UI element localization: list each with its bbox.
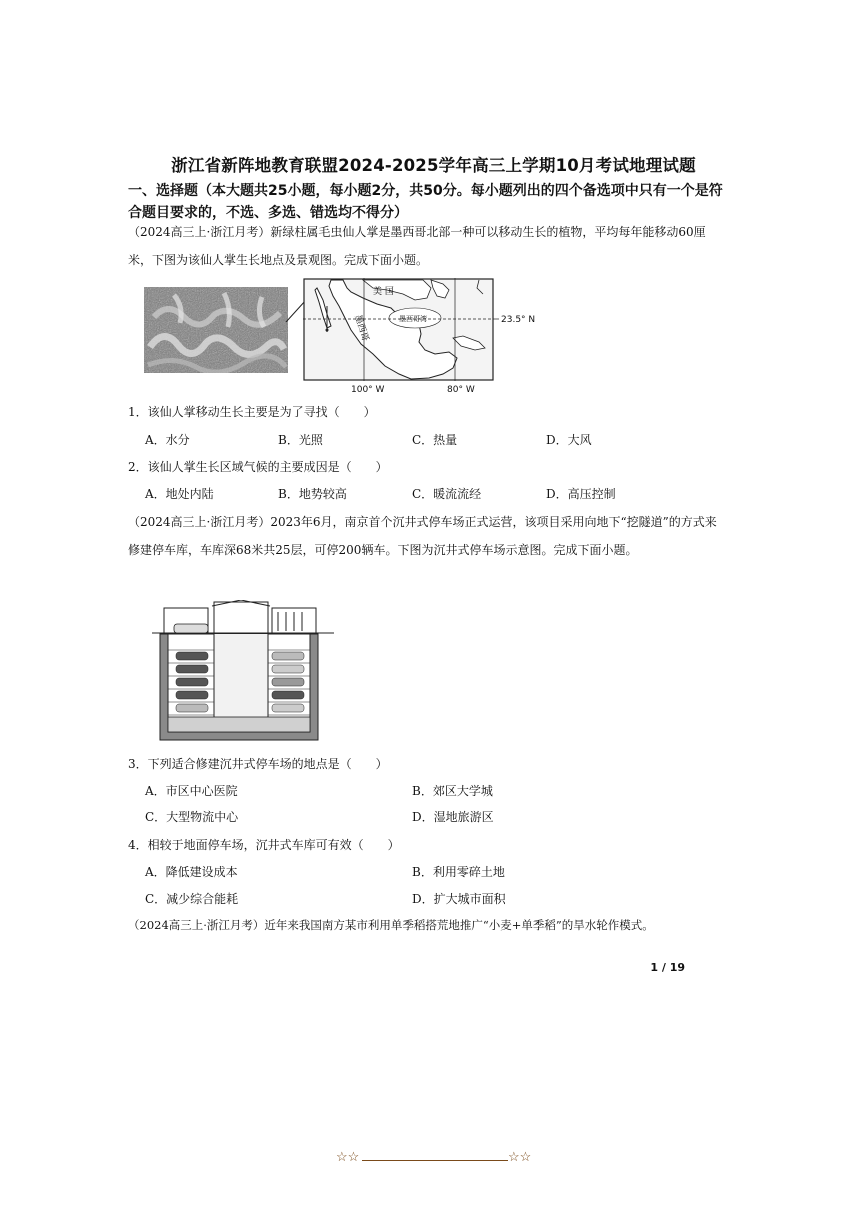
question-2-stem: 2．该仙人掌生长区域气候的主要成因是（ ） — [128, 460, 388, 474]
q3-option-b[interactable]: B．郊区大学城 — [412, 784, 493, 798]
footer-ornament — [330, 1150, 540, 1170]
q2-option-d[interactable]: D．高压控制 — [546, 487, 616, 501]
question-1-stem: 1．该仙人掌移动生长主要是为了寻找（ ） — [128, 405, 376, 419]
q3-option-c[interactable]: C．大型物流中心 — [145, 810, 239, 824]
passage-rice: （2024高三上·浙江月考）近年来我国南方某市利用单季稻搭荒地推广“小麦+单季稻”的旱水轮作模式。 — [128, 918, 654, 932]
question-4-stem: 4．相较于地面停车场，沉井式车库可有效（ ） — [128, 838, 400, 852]
passage-cactus: （2024高三上·浙江月考）新绿柱属毛虫仙人掌是墨西哥北部一种可以移动生长的植物，平均每年能移动60厘米，下图为该仙人掌生长地点及景观图。完成下面小题。 — [128, 225, 706, 267]
passage-parking: （2024高三上·浙江月考）2023年6月，南京首个沉井式停车场正式运营，该项目采用向地下“挖隧道”的方式来修建停车库，车库深68米共25层，可停200辆车。下图为沉井式停车场示意图。完成下面小题。 — [128, 515, 717, 557]
question-3-stem: 3．下列适合修建沉井式停车场的地点是（ ） — [128, 757, 388, 771]
cactus-photo — [144, 287, 288, 373]
map-label-latitude: 23.5° N — [501, 315, 536, 325]
q1-option-a[interactable]: A．水分 — [145, 433, 190, 447]
section-heading: 一、选择题（本大题共25小题，每小题2分，共50分。每小题列出的四个备选项中只有一个是符合题目要求的，不选、多选、错选均不得分） — [128, 183, 723, 221]
page-number: 1 / 19 — [650, 961, 685, 974]
page-title: 浙江省新阵地教育联盟2024-2025学年高三上学期10月考试地理试题 — [171, 156, 696, 175]
q1-option-c[interactable]: C．热量 — [412, 433, 458, 447]
footer-left-stars: ☆☆ — [336, 1150, 360, 1165]
footer-right-stars: ☆☆ — [508, 1150, 532, 1165]
map-label-lon-80w: 80° W — [447, 385, 475, 394]
q3-option-a[interactable]: A．市区中心医院 — [145, 784, 238, 798]
q1-option-b[interactable]: B．光照 — [278, 433, 323, 447]
footer-line — [362, 1160, 508, 1161]
map-label-usa: 美 国 — [373, 287, 394, 297]
q4-option-b[interactable]: B．利用零碎土地 — [412, 865, 505, 879]
q2-option-c[interactable]: C．暖流流经 — [412, 487, 482, 501]
q1-option-d[interactable]: D．大风 — [546, 433, 592, 447]
map-label-gulf: 墨西哥湾 — [399, 315, 427, 323]
mexico-location-map — [303, 278, 543, 394]
q4-option-a[interactable]: A．降低建设成本 — [145, 865, 238, 879]
q4-option-c[interactable]: C．减少综合能耗 — [145, 892, 239, 906]
sunken-parking-diagram — [152, 600, 334, 742]
q3-option-d[interactable]: D．湿地旅游区 — [412, 810, 494, 824]
map-label-mexico: 墨西哥 — [352, 313, 371, 343]
q2-option-b[interactable]: B．地势较高 — [278, 487, 347, 501]
q2-option-a[interactable]: A．地处内陆 — [145, 487, 214, 501]
map-label-lon-100w: 100° W — [351, 385, 385, 394]
q4-option-d[interactable]: D．扩大城市面积 — [412, 892, 506, 906]
